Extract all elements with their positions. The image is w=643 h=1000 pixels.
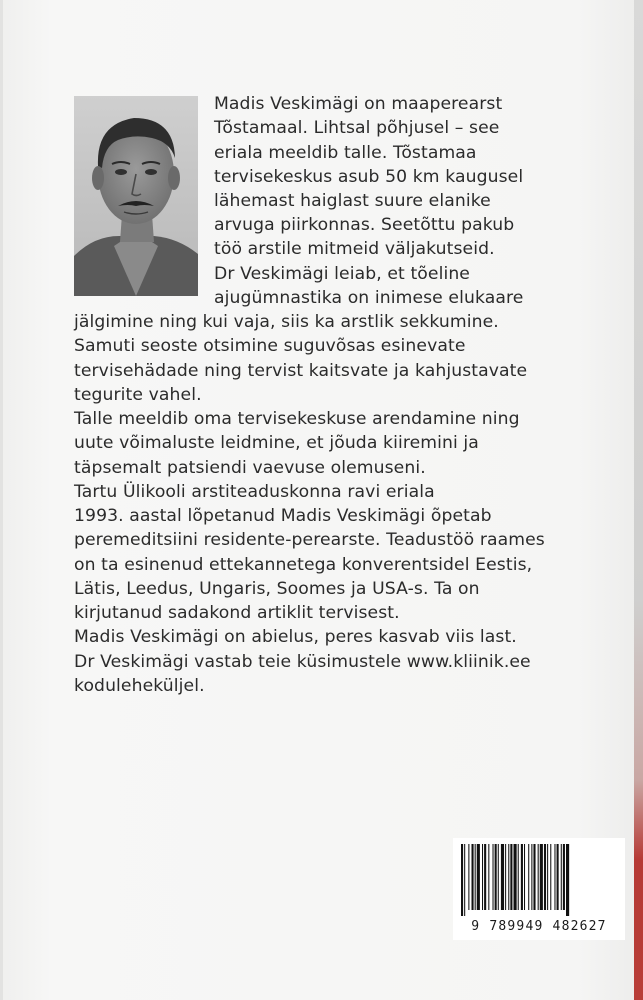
bio-line: eriala meeldib talle. Tõstamaa — [214, 143, 477, 163]
bio-line: on ta esinenud ettekannetega konverentsidel Eestis, — [74, 555, 533, 575]
bio-line: uute võimaluste leidmine, et jõuda kiiremini ja — [74, 433, 479, 453]
bio-line: peremeditsiini residente-perearste. Teadustöö raames — [74, 530, 545, 550]
bio-line: Dr Veskimägi leiab, et tõeline — [214, 264, 470, 284]
bio-line: lähemast haiglast suure elanike — [214, 191, 491, 211]
bio-line: Dr Veskimägi vastab teie küsimustele www.kliinik.ee — [74, 652, 531, 672]
bio-line: Madis Veskimägi on maaperearst — [214, 94, 503, 114]
bio-line: Tartu Ülikooli arstiteaduskonna ravi eriala — [74, 482, 435, 502]
isbn-barcode — [453, 838, 625, 940]
bio-line: tegurite vahel. — [74, 385, 202, 405]
bio-line: Madis Veskimägi on abielus, peres kasvab viis last. — [74, 627, 517, 647]
bio-line: täpsemalt patsiendi vaevuse olemuseni. — [74, 458, 426, 478]
bio-line: Lätis, Leedus, Ungaris, Soomes ja USA-s. Ta on — [74, 579, 480, 599]
bio-line: kirjutanud sadakond artiklit tervisest. — [74, 603, 400, 623]
bio-line: töö arstile mitmeid väljakutseid. — [214, 239, 495, 259]
bio-line: Talle meeldib oma tervisekeskuse arendamine ning — [74, 409, 520, 429]
barcode-bars — [459, 844, 619, 916]
bio-line: arvuga piirkonnas. Seetõttu pakub — [214, 215, 515, 235]
bio-line: Samuti seoste otsimine suguvõsas esinevate — [74, 336, 466, 356]
bio-line: ajugümnastika on inimese elukaare — [214, 288, 524, 308]
bio-line: tervisehädade ning tervist kaitsvate ja kahjustavate — [74, 361, 528, 381]
bio-line: koduleheküljel. — [74, 676, 205, 696]
bio-line: jälgimine ning kui vaja, siis ka arstlik sekkumine. — [74, 312, 499, 332]
barcode-number: 9 789949 482627 — [471, 919, 607, 934]
bio-line: Tõstamaal. Lihtsal põhjusel – see — [214, 118, 500, 138]
bio-line: 1993. aastal lõpetanud Madis Veskimägi õpetab — [74, 506, 492, 526]
bio-line: tervisekeskus asub 50 km kaugusel — [214, 167, 524, 187]
